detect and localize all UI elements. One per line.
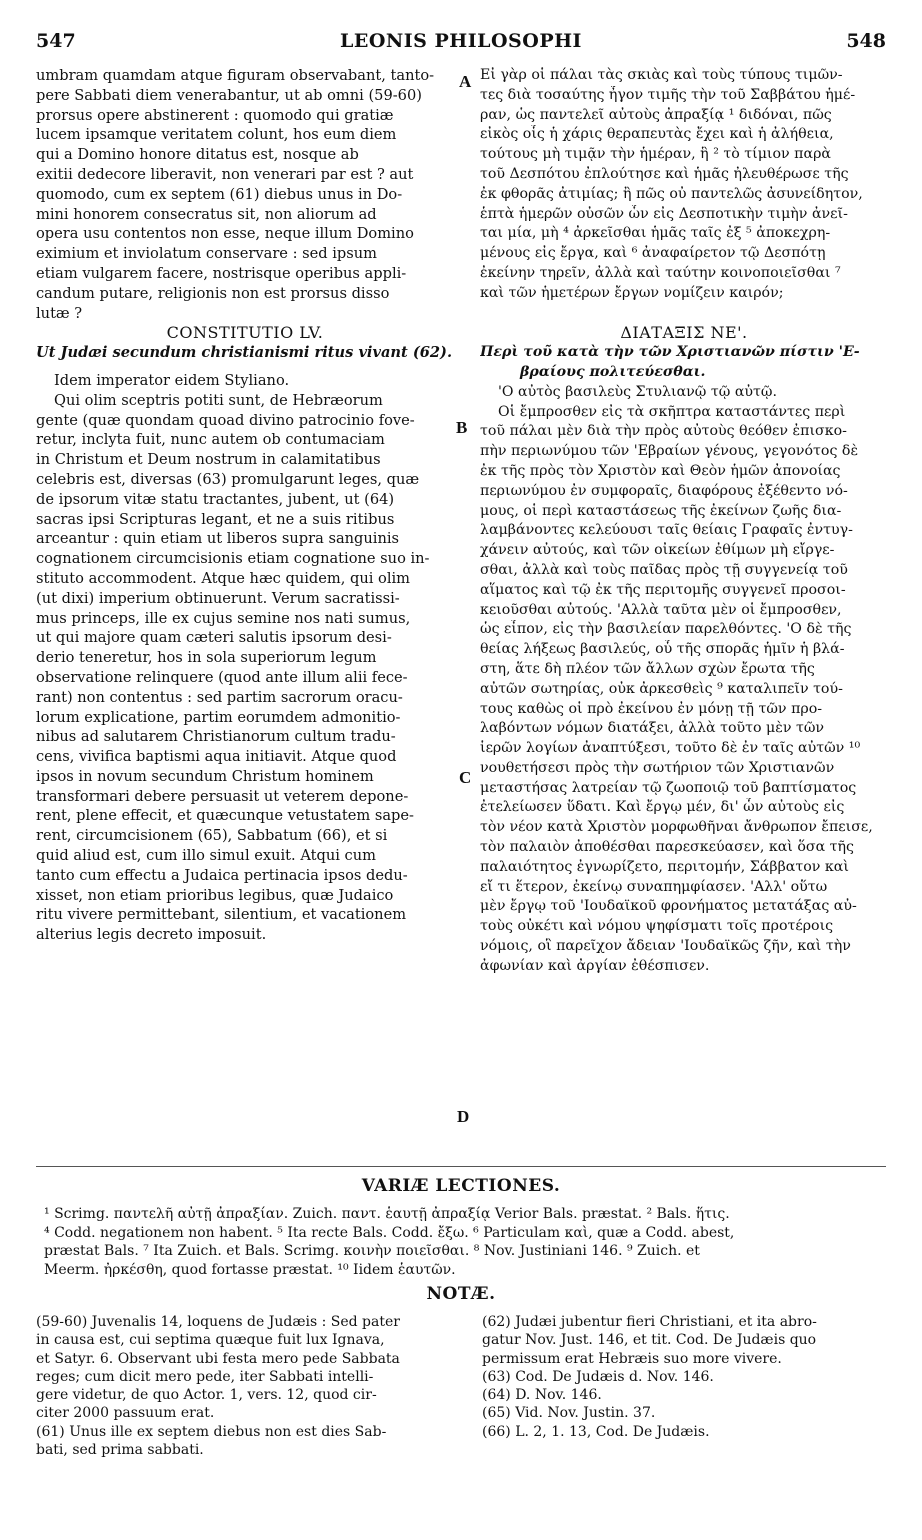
note-line: citer 2000 passuum erat.: [36, 1405, 215, 1422]
text-line: etiam vulgarem facere, nostrisque operibus appli-: [36, 264, 407, 282]
note-line: reges; cum dicit mero pede, iter Sabbati intelli-: [36, 1368, 374, 1385]
latin-text-part1: [36, 66, 454, 323]
section-divider: [36, 1166, 886, 1167]
text-line: mini honorem consecratus sit, non aliorum ad: [36, 205, 377, 223]
text-line: ritu vivere permittebant, silentium, et vacationem: [36, 906, 407, 924]
text-line: θείας λήξεως βασιλεύς, οὗ τῆς σπορᾶς ἡμῖν ἡ βλά-: [480, 641, 845, 658]
text-line: xisset, non etiam prioribus legibus, quæ Judaico: [36, 886, 394, 904]
text-line: νουθετήσεσι πρὸς τὴν σωτήριον τῶν Χριστιανῶν: [480, 759, 835, 776]
text-line: lucem ipsamque veritatem colunt, hos eum diem: [36, 126, 397, 144]
text-line: arceantur : quin etiam ut liberos supra sanguinis: [36, 530, 400, 548]
text-line: τοὺς οὐκέτι καὶ νόμου ψηφίσματι τοῖς προτέροις: [480, 918, 834, 935]
note-line: (62) Judæi jubentur fieri Christiani, et ita abro-: [482, 1314, 817, 1330]
text-line: ἐτελείωσεν ὕδατι. Καὶ ἔργῳ μέν, δι' ὧν αὐτοὺς εἰς: [480, 799, 845, 816]
text-line: ut qui majore quam cæteri salutis ipsorum desi-: [36, 629, 392, 647]
note-line: (65) Vid. Nov. Justin. 37.: [482, 1405, 656, 1422]
text-line: stituto accommodent. Atque hæc quidem, qui olim: [36, 569, 410, 587]
note-line: (59-60) Juvenalis 14, loquens de Judæis : Sed pater: [36, 1314, 400, 1330]
variant-line: Meerm. ἠρκέσθη, quod fortasse præstat. ¹⁰ Iidem ἑαυτῶν.: [44, 1261, 456, 1278]
text-line: εἴ τι ἕτερον, ἐκείνῳ συναπημφίασεν. 'Αλλ' οὕτω: [480, 878, 828, 895]
text-line: alterius legis decreto imposuit.: [36, 926, 267, 944]
variant-line: ⁴ Codd. negationem non habent. ⁵ Ita recte Bals. Codd. ἔξω. ⁶ Particulam καὶ, quæ a Codd. abest,: [44, 1224, 735, 1241]
text-line: τοῦ πάλαι μὲν διὰ τὴν πρὸς αὐτοὺς θεόθεν ἐπισκο-: [480, 423, 847, 440]
note-line: (66) L. 2, 1. 13, Cod. De Judæis.: [482, 1423, 710, 1440]
text-line: περιωνύμου ἐν συμφοραῖς, διαφόρους ἐξέθεντο νό-: [480, 482, 848, 499]
text-line: qui a Domino honore ditatus est, nosque ab: [36, 146, 359, 164]
text-line: (ut dixi) imperium obtinuerunt. Verum sacratissi-: [36, 589, 400, 607]
note-line: permissum erat Hebræis suo more vivere.: [482, 1350, 782, 1367]
text-line: gente (quæ quondam quoad divino patrocinio fove-: [36, 411, 415, 429]
text-line: opera usu contentos non esse, neque illum Domino: [36, 225, 414, 243]
text-line: transformari debere persuasit ut veterem depone-: [36, 787, 409, 805]
text-line: celebris est, diversas (63) promulgarunt leges, quæ: [36, 470, 420, 488]
text-line: ἀφωνίαν καὶ ἀργίαν ἐθέσπισεν.: [480, 957, 710, 974]
latin-column: [36, 66, 454, 945]
text-line: αὐτῶν σωτηρίας, οὐκ ἀρκεσθεὶς ⁹ καταλιπεῖν τού-: [480, 680, 843, 697]
text-line: στη, ἅτε δὴ πλέον τῶν ἄλλων σχὼν ἔρωτα τῆς: [480, 660, 815, 677]
text-line: λαβόντων νόμων διατάξει, ἀλλὰ τοῦτο μὲν τῶν: [480, 720, 825, 737]
diataxis-heading: ΔΙΑΤΑΞΙΣ ΝΕ'.: [620, 323, 748, 343]
text-line: pere Sabbati diem venerabantur, ut ab omni (59-60): [36, 86, 422, 104]
greek-text-part2: [480, 403, 888, 977]
constitution-subheading: Ut Judæi secundum christianismi ritus vivant (62).: [36, 344, 453, 362]
margin-marker-d: D: [457, 1107, 470, 1126]
latin-text-part2: [36, 391, 454, 945]
text-line: τούτους μὴ τιμᾷν τὴν ἡμέραν, ἣ ² τὸ τίμιον παρὰ: [480, 146, 831, 163]
text-line: ἐκ τῆς πρὸς τὸν Χριστὸν καὶ Θεὸν ἡμῶν ἀπονοίας: [480, 462, 841, 479]
diataxis-subheading: Περὶ τοῦ κατὰ τὴν τῶν Χριστιανῶν πίστιν 'Ε-: [480, 344, 860, 361]
text-line: λαμβάνοντες κελεύουσι ταῖς θείαις Γραφαῖς ἐντυγ-: [480, 522, 853, 539]
text-line: μους, οἱ περὶ καταστάσεως τῆς ἐκείνων ζωῆς δια-: [480, 502, 842, 519]
text-line: observatione relinquere (quod ante illum alii fece-: [36, 668, 408, 686]
text-line: τους καθὼς οἱ πρὸ ἐκείνου ἐν μόνῃ τῇ τῶν προ-: [480, 700, 823, 717]
note-line: (64) D. Nov. 146.: [482, 1387, 602, 1404]
text-line: lutæ ?: [36, 304, 83, 322]
left-page-number: 547: [36, 30, 76, 52]
note-line: et Satyr. 6. Observant ubi festa mero pede Sabbata: [36, 1350, 400, 1367]
text-line: καὶ τῶν ἡμετέρων ἔργων νομίζειν καιρόν;: [480, 284, 784, 301]
text-line: τὸν παλαιὸν ἀποθέσθαι παρεσκεύασεν, καὶ ὅσα τῆς: [480, 839, 854, 856]
text-line: candum putare, religionis non est prorsus disso: [36, 284, 390, 302]
text-line: τοῦ Δεσπότου ἐπλούτησε καὶ ἡμᾶς ἠλευθέρωσε τῆς: [480, 165, 849, 182]
text-line: τὸν νέον κατὰ Χριστὸν μορφωθῆναι ἄνθρωπον ἔπεισε,: [480, 819, 873, 836]
text-line: ἑπτὰ ἡμερῶν οὐσῶν ὧν εἰς Δεσποτικὴν τιμὴν ἀνεῖ-: [480, 205, 848, 222]
notae-title: NOTÆ.: [426, 1284, 496, 1304]
text-line: sacras ipsi Scripturas legant, et ne a suis ritibus: [36, 510, 395, 528]
text-line: eximium et inviolatum conservare : sed ipsum: [36, 245, 377, 263]
text-line: tanto cum effectu a Judaica pertinacia ipsos dedu-: [36, 866, 408, 884]
text-line: Οἱ ἔμπροσθεν εἰς τὰ σκῆπτρα καταστάντες περὶ: [498, 403, 846, 420]
text-line: παλαιότητος ἐγνωρίζετο, περιτομήν, Σάββατον καὶ: [480, 858, 849, 875]
text-line: μένους εἰς ἔργα, καὶ ⁶ ἀναφαίρετον τῷ Δεσπότῃ: [480, 245, 826, 262]
text-line: ἐκείνην τηρεῖν, ἀλλὰ καὶ ταύτην κοινοποιεῖσθαι ⁷: [480, 264, 841, 281]
text-line: in Christum et Deum nostrum in calamitatibus: [36, 451, 381, 469]
text-line: ἐκ φθορᾶς ἀτιμίας; ἢ πῶς οὐ παντελῶς ἀσυνείδητον,: [480, 185, 863, 202]
variant-line: ¹ Scrimg. παντελῆ αὐτῇ ἀπραξίαν. Zuich. παντ. ἑαυτῇ ἀπραξίᾳ Verior Bals. præstat. ² Bals. ἥτις.: [44, 1206, 730, 1222]
text-line: rent, circumcisionem (65), Sabbatum (66), et si: [36, 827, 388, 845]
text-line: cens, vivifica baptismi aqua initiavit. Atque quod: [36, 748, 397, 766]
variant-line: præstat Bals. ⁷ Ita Zuich. et Bals. Scrimg. κοινὴν ποιεῖσθαι. ⁸ Nov. Justiniani 146. ⁹ Zuich. et: [44, 1243, 700, 1259]
text-line: retur, inclyta fuit, nunc autem ob contumaciam: [36, 431, 385, 449]
variae-lectiones-title: VARIÆ LECTIONES.: [361, 1176, 561, 1196]
address-line: Idem imperator eidem Styliano.: [54, 371, 290, 389]
text-line: ἱερῶν λογίων ἀναπτύξεσι, τοῦτο δὲ ἐν ταῖς αὐτῶν ¹⁰: [480, 740, 861, 757]
text-line: cognationem circumcisionis etiam cognatione suo in-: [36, 550, 430, 568]
text-line: Εἰ γὰρ οἱ πάλαι τὰς σκιὰς καὶ τοὺς τύπους τιμῶν-: [480, 67, 843, 83]
text-line: quid aliud est, cum illo simul exuit. Atqui cum: [36, 847, 376, 865]
text-line: πὴν περιωνύμου τῶν 'Εβραίων γένους, γεγονότος δὲ: [480, 443, 859, 460]
text-line: εἰκὸς οἷς ἡ χάρις θεραπευτὰς ἔχει καὶ ἡ ἀλήθεια,: [480, 126, 834, 143]
text-line: αἵματος καὶ τῷ ἐκ τῆς περιτομῆς συγγενεῖ προσοι-: [480, 581, 846, 598]
text-line: lorum explicatione, partim eorumdem admonitio-: [36, 708, 401, 726]
note-line: gatur Nov. Just. 146, et tit. Cod. De Judæis quo: [482, 1332, 817, 1349]
text-line: νόμοις, οἳ παρεῖχον ἄδειαν 'Ιουδαϊκῶς ζῆν, καὶ τὴν: [480, 938, 851, 955]
note-line: in causa est, cui septima quæque fuit lux Ignava,: [36, 1332, 385, 1349]
text-line: μὲν ἔργῳ τοῦ 'Ιουδαϊκοῦ φρονήματος μετατάξας αὐ-: [480, 898, 857, 915]
notes-left-column: [36, 1313, 456, 1459]
notes-right-column: [482, 1313, 888, 1441]
text-line: mus princeps, ille ex cujus semine nos nati sumus,: [36, 609, 411, 627]
text-line: rent, plene effecit, et quæcunque vetustatem sape-: [36, 807, 414, 825]
running-title: LEONIS PHILOSOPHI: [340, 30, 582, 52]
note-line: (61) Unus ille ex septem diebus non est dies Sab-: [36, 1423, 387, 1440]
text-line: umbram quamdam atque figuram observabant, tanto-: [36, 67, 435, 84]
text-line: quomodo, cum ex septem (61) diebus unus in Do-: [36, 185, 403, 203]
text-line: derio teneretur, hos in sola superiorum legum: [36, 649, 377, 667]
greek-address-line: 'Ο αὐτὸς βασιλεὺς Στυλιανῷ τῷ αὐτῷ.: [498, 383, 777, 400]
margin-marker-a: A: [459, 72, 472, 91]
right-page-number: 548: [846, 30, 886, 52]
text-line: Qui olim sceptris potiti sunt, de Hebræorum: [54, 391, 383, 409]
constitution-heading: CONSTITUTIO LV.: [166, 323, 324, 343]
variae-lectiones-body: [44, 1205, 888, 1279]
margin-marker-c: C: [459, 768, 472, 787]
diataxis-subheading-cont: βραίους πολιτεύεσθαι.: [520, 363, 706, 380]
text-line: nibus ad salutarem Christianorum cultum tradu-: [36, 728, 396, 746]
text-line: ὡς εἶπον, εἰς τὴν βασιλείαν παρελθόντες. 'Ο δὲ τῆς: [480, 621, 852, 638]
text-line: σθαι, ἀλλὰ καὶ τοὺς παῖδας πρὸς τῇ συγγενείᾳ τοῦ: [480, 561, 848, 578]
greek-column: [480, 66, 888, 977]
text-line: rant) non contentus : sed partim sacrorum oracu-: [36, 688, 403, 706]
text-line: μεταστήσας λατρείαν τῷ ζωοποιῷ τοῦ βαπτίσματος: [480, 779, 857, 796]
text-line: ipsos in novum secundum Christum hominem: [36, 767, 374, 785]
greek-text-part1: [480, 66, 888, 304]
text-line: κειοῦσθαι αὐτούς. 'Αλλὰ ταῦτα μὲν οἱ ἔμπροσθεν,: [480, 601, 842, 618]
note-line: gere videtur, de quo Actor. 1, vers. 12, quod cir-: [36, 1387, 377, 1404]
text-line: ται μία, μὴ ⁴ ἀρκεῖσθαι ἡμᾶς ταῖς ἐξ ⁵ ἀποκεχρη-: [480, 225, 831, 242]
text-line: τες διὰ τοσαύτης ἦγον τιμῆς τὴν τοῦ Σαββάτου ἡμέ-: [480, 86, 856, 103]
text-line: exitii dedecore liberavit, non venerari par est ? aut: [36, 165, 414, 183]
note-line: (63) Cod. De Judæis d. Nov. 146.: [482, 1368, 714, 1385]
text-line: ραν, ὡς παντελεῖ αὐτοὺς ἀπραξίᾳ ¹ διδόναι, πῶς: [480, 106, 832, 123]
text-line: prorsus opere abstinerent : quomodo qui gratiæ: [36, 106, 394, 124]
margin-marker-b: B: [456, 418, 468, 437]
note-line: bati, sed prima sabbati.: [36, 1442, 204, 1459]
text-line: χάνειν αὐτούς, καὶ τῶν οἰκείων ἐθίμων μὴ εἴργε-: [480, 542, 835, 559]
page-header: [36, 30, 886, 58]
text-line: de ipsorum vitæ statu tractantes, jubent, ut (64): [36, 490, 395, 508]
